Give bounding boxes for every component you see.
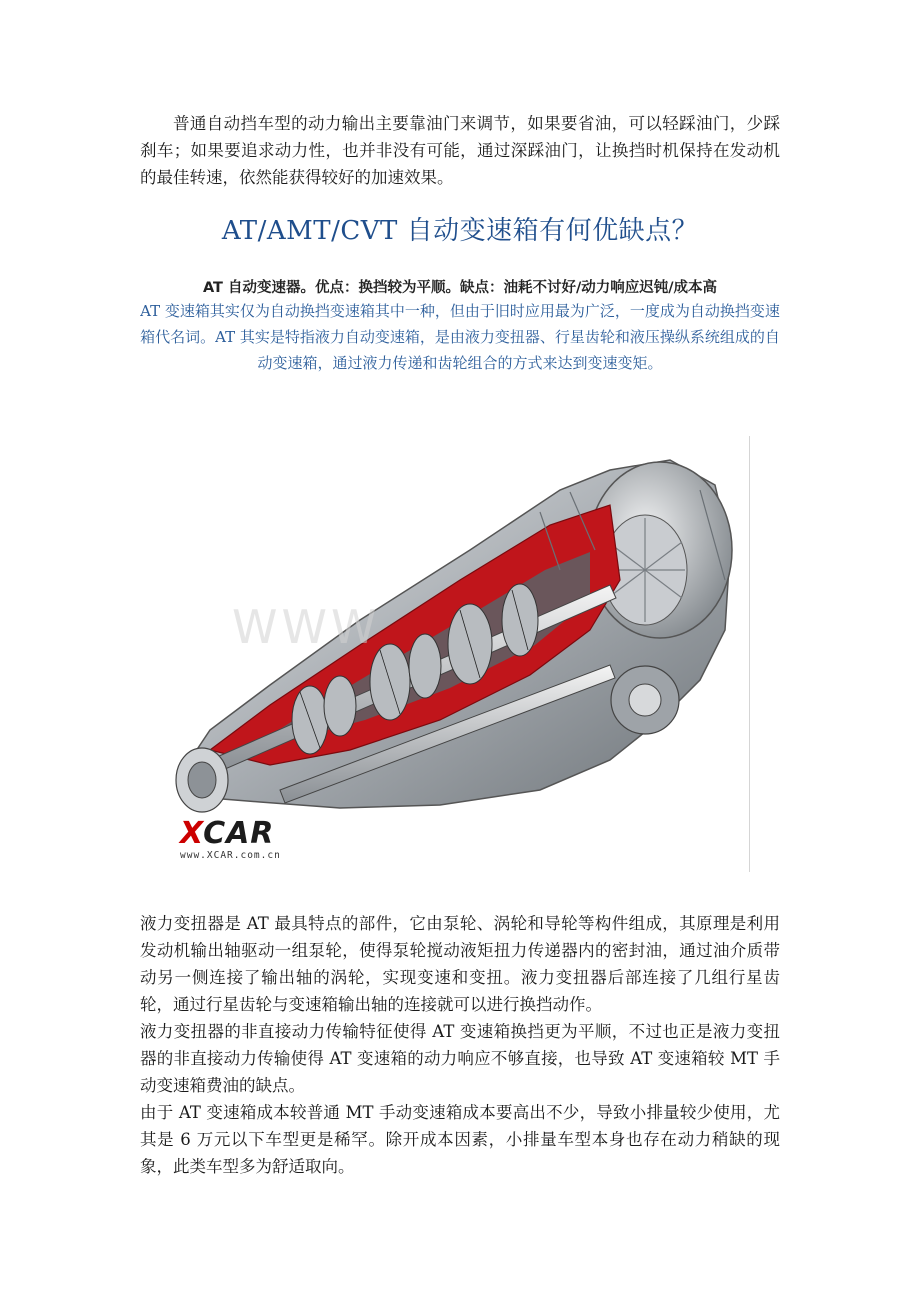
smoothness-paragraph: 液力变扭器的非直接动力传输特征使得 AT 变速箱换挡更为平顺，不过也正是液力变扭器的非直接动力传输使得 AT 变速箱的动力响应不够直接，也导致 AT 变速箱较 MT 手动变速箱费油的缺点。 <box>140 1022 780 1095</box>
watermark: WWW <box>232 600 381 654</box>
xcar-logo-url: www.XCAR.com.cn <box>180 850 281 861</box>
xcar-logo <box>180 816 274 851</box>
xcar-logo-x: X <box>180 816 204 851</box>
intro-paragraph: 普通自动挡车型的动力输出主要靠油门来调节，如果要省油，可以轻踩油门，少踩刹车；如果要追求动力性，也并非没有可能，通过深踩油门，让换挡时机保持在发动机的最佳转速，依然能获得较好的加速效果。 <box>140 114 780 187</box>
body-text <box>140 910 780 1180</box>
at-pros-cons-heading: AT 自动变速器。优点：换挡较为平顺。缺点：油耗不讨好/动力响应迟钝/成本高 <box>202 280 718 296</box>
at-definition-paragraph: AT 变速箱其实仅为自动换挡变速箱其中一种，但由于旧时应用最为广泛，一度成为自动换挡变速箱代名词。AT 其实是特指液力自动变速箱，是由液力变扭器、行星齿轮和液压操纵系统组成的自动变速箱，通过液力传递和齿轮组合的方式来达到变速变矩。 <box>140 302 780 372</box>
xcar-logo-text: CAR <box>203 816 275 851</box>
torque-converter-paragraph: 液力变扭器是 AT 最具特点的部件，它由泵轮、涡轮和导轮等构件组成，其原理是利用发动机输出轴驱动一组泵轮，使得泵轮搅动液矩扭力传递器内的密封油，通过油介质带动另一侧连接了输出轴的涡轮，实现变速和变扭。液力变扭器后部连接了几组行星齿轮，通过行星齿轮与变速箱输出轴的连接就可以进行换挡动作。 <box>140 914 780 1014</box>
cost-paragraph: 由于 AT 变速箱成本较普通 MT 手动变速箱成本要高出不少，导致小排量较少使用，尤其是 6 万元以下车型更是稀罕。除开成本因素，小排量车型本身也存在动力稍缺的现象，此类车型多为舒适取向。 <box>140 1103 780 1176</box>
section-title: AT/AMT/CVT 自动变速箱有何优缺点？ <box>221 216 699 246</box>
figure-divider <box>749 436 750 872</box>
